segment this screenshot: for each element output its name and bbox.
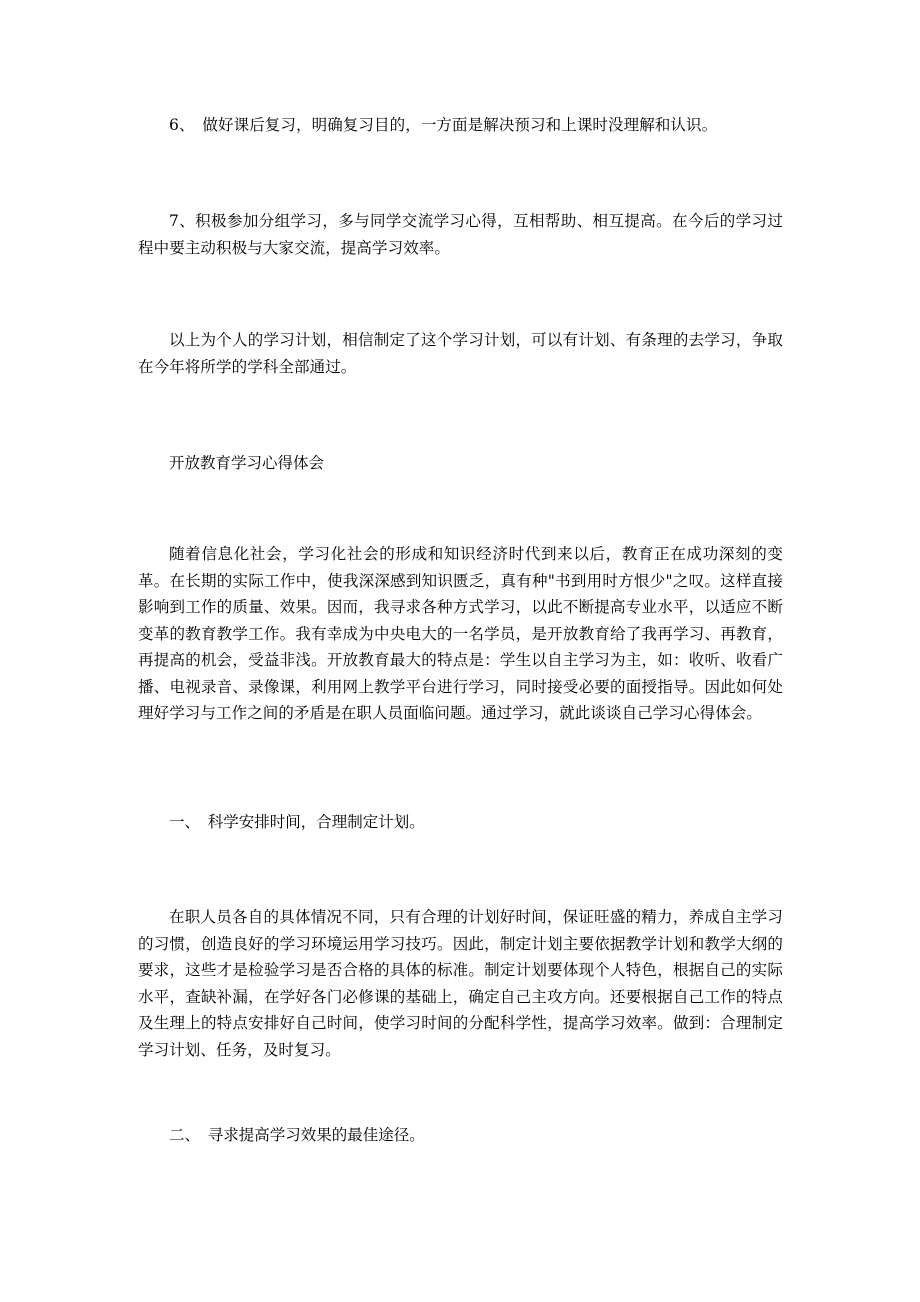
section-heading-2: 二、 寻求提高学习效果的最佳途径。 [169,1126,425,1144]
paragraph-conclusion: 以上为个人的学习计划，相信制定了这个学习计划，可以有计划、有条理的去学习，争取在今年将所学的学科全部通过。 [138,331,783,376]
paragraph-intro: 随着信息化社会，学习化社会的形成和知识经济时代到来以后，教育正在成功深刻的变革。在长期的实际工作中，使我深深感到知识匮乏，真有种"书到用时方恨少"之叹。这样直接影响到工作的质量、效果。因而，我寻求各种方式学习，以此不断提高专业水平，以适应不断变革的教育教学工作。我有幸成为中央电大的一名学员，是开放教育给了我再学习、再教育，再提高的机会，受益非浅。开放教育最大的特点是：学生以自主学习为主，如：收听、收看广播、电视录音、录像课，利用网上教学平台进行学习，同时接受必要的面授指导。因此如何处理好学习与工作之间的矛盾是在职人员面临问题。通过学习，就此谈谈自己学习心得体会。 [138,545,783,722]
paragraph-item-6: 6、 做好课后复习，明确复习目的，一方面是解决预习和上课时没理解和认识。 [169,116,718,134]
paragraph-item-7: 7、积极参加分组学习，多与同学交流学习心得，互相帮助、相互提高。在今后的学习过程中要主动积极与大家交流，提高学习效率。 [138,212,783,257]
document-title: 开放教育学习心得体会 [169,454,325,472]
section-heading-1: 一、 科学安排时间，合理制定计划。 [169,813,425,831]
paragraph-section-1: 在职人员各自的具体情况不同，只有合理的计划好时间，保证旺盛的精力，养成自主学习的习惯，创造良好的学习环境运用学习技巧。因此，制定计划主要依据教学计划和教学大纲的要求，这些才是检验学习是否合格的具体的标准。制定计划要体现个人特色，根据自己的实际水平，查缺补漏，在学好各门必修课的基础上，确定自己主攻方向。还要根据自己工作的特点及生理上的特点安排好自己时间，使学习时间的分配科学性，提高学习效率。做到：合理制定学习计划、任务，及时复习。 [138,908,783,1059]
